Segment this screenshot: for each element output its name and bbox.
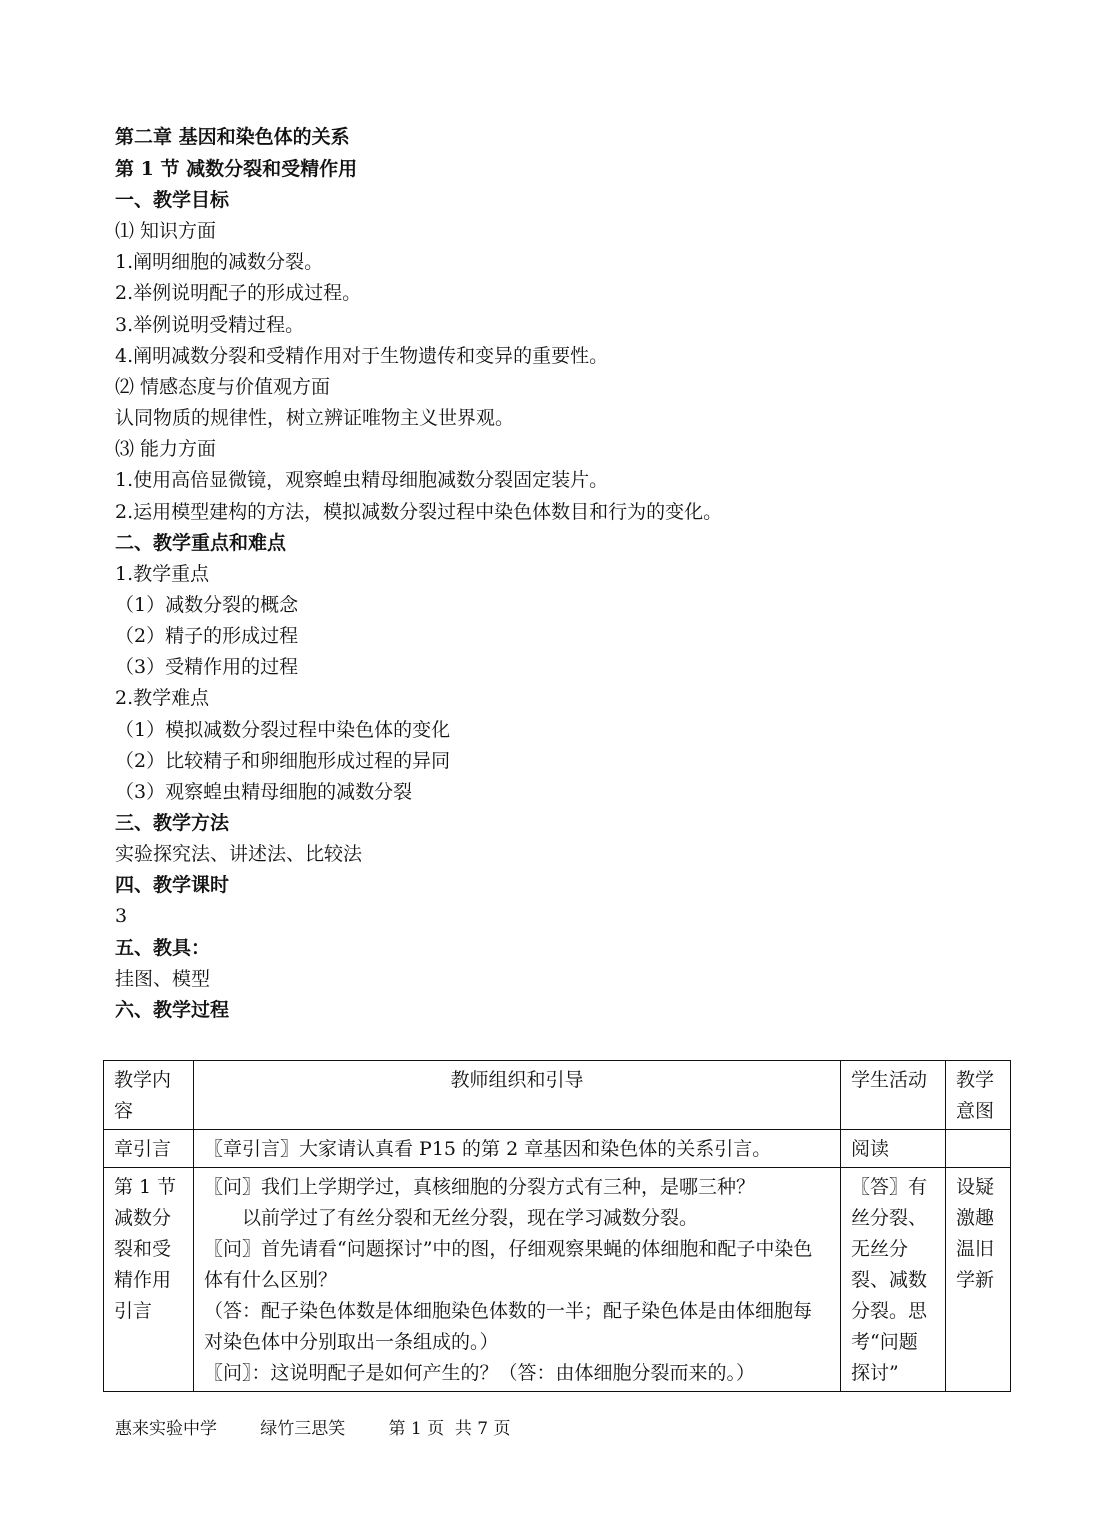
table-row [104, 1168, 1011, 1392]
footer-school: 惠来实验中学 [115, 1419, 217, 1439]
outline-line: ⑴ 知识方面 [115, 220, 217, 243]
header-intent: 教学意图 [946, 1061, 1011, 1130]
outline-line: （3）受精作用的过程 [115, 656, 299, 679]
header-guide: 教师组织和引导 [194, 1061, 841, 1130]
outline-line: 1.阐明细胞的减数分裂。 [115, 251, 324, 274]
row-content: 第 1 节减数分裂和受精作用引言 [104, 1168, 194, 1392]
chapter-title: 第二章 基因和染色体的关系 [115, 126, 350, 148]
header-activity: 学生活动 [841, 1061, 946, 1130]
outline-line: 1.使用高倍显微镜，观察蝗虫精母细胞减数分裂固定装片。 [115, 469, 609, 492]
outline-line: （2）精子的形成过程 [115, 625, 299, 648]
outline-line: 挂图、模型 [115, 967, 211, 990]
outline-line: 认同物质的规律性，树立辨证唯物主义世界观。 [115, 407, 515, 430]
outline-line: 2.运用模型建构的方法，模拟减数分裂过程中染色体数目和行为的变化。 [115, 500, 723, 523]
section-heading: 六、教学过程 [115, 998, 230, 1021]
page-footer [115, 1418, 511, 1440]
row-guide: 〖章引言〗大家请认真看 P15 的第 2 章基因和染色体的关系引言。 [194, 1130, 841, 1168]
row-content: 章引言 [104, 1130, 194, 1168]
table-row [104, 1130, 1011, 1168]
outline-line: 2.举例说明配子的形成过程。 [115, 282, 362, 305]
outline-line: （2）比较精子和卵细胞形成过程的异同 [115, 749, 451, 772]
row-activity: 阅读 [841, 1130, 946, 1168]
section-title: 第 1 节 减数分裂和受精作用 [115, 158, 358, 180]
row-activity: 〖答〗有丝分裂、无丝分裂、减数分裂。思考“问题探讨” [841, 1168, 946, 1392]
section-heading: 三、教学方法 [115, 812, 230, 834]
outline-line: （3）观察蝗虫精母细胞的减数分裂 [115, 780, 413, 803]
outline-line: 2.教学难点 [115, 687, 210, 710]
section-heading: 四、教学课时 [115, 874, 230, 897]
row-intent: 设疑激趣温旧学新 [946, 1168, 1011, 1392]
outline-line: ⑵ 情感态度与价值观方面 [115, 375, 331, 398]
footer-author: 绿竹三思笑 [260, 1419, 346, 1439]
teaching-process-table [103, 1060, 1011, 1392]
outline-line: ⑶ 能力方面 [115, 438, 217, 461]
header-content: 教学内容 [104, 1061, 194, 1130]
outline-line: 3.举例说明受精过程。 [115, 313, 305, 336]
section-heading: 二、教学重点和难点 [115, 531, 287, 554]
outline-line: （1）减数分裂的概念 [115, 593, 299, 616]
table-header-row [104, 1061, 1011, 1130]
section-heading: 一、教学目标 [115, 189, 230, 211]
row-guide: 〖问〗我们上学期学过，真核细胞的分裂方式有三种，是哪三种？ 以前学过了有丝分裂和无丝分裂，现在学习减数分裂。 〖问〗首先请看“问题探讨”中的图，仔细观察果蝇的体细胞和配子中染色体有什么区别？ （答：配子染色体数是体细胞染色体数的一半；配子染色体是由体细胞每对染色体中分别取出一条组成的。） 〖问〗：这说明配子是如何产生的？（答：由体细胞分裂而来的。） [194, 1168, 841, 1392]
row-intent [946, 1130, 1011, 1168]
outline-line: 实验探究法、讲述法、比较法 [115, 843, 363, 866]
outline-line: 3 [115, 905, 128, 928]
footer-page-number: 第 1 页 共 7 页 [388, 1419, 511, 1439]
section-heading: 五、教具： [115, 936, 211, 959]
outline-line: 1.教学重点 [115, 562, 210, 585]
outline-line: （1）模拟减数分裂过程中染色体的变化 [115, 718, 451, 741]
outline-line: 4.阐明减数分裂和受精作用对于生物遗传和变异的重要性。 [115, 344, 609, 367]
